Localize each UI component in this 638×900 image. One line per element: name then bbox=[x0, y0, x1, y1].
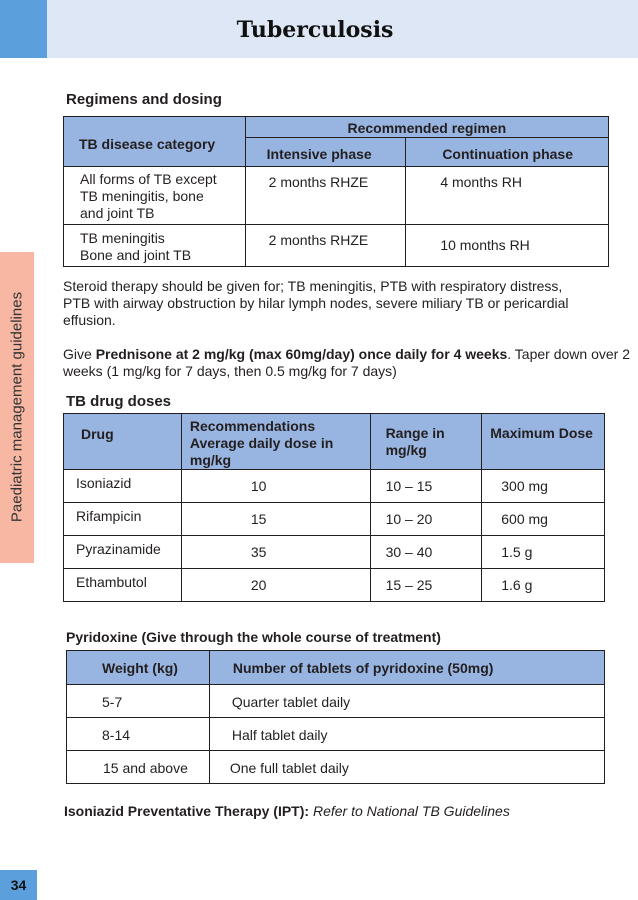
continuation-cell: 10 months RH bbox=[406, 225, 609, 267]
page-number: 34 bbox=[10, 877, 27, 893]
intensive-cell: 2 months RHZE bbox=[245, 167, 406, 225]
weight-cell: 5-7 bbox=[67, 685, 210, 718]
tablets-cell: One full tablet daily bbox=[209, 751, 604, 784]
page-title: Tuberculosis bbox=[236, 17, 394, 43]
drug-name-cell: Ethambutol bbox=[64, 569, 182, 602]
header-cell-intensive: Intensive phase bbox=[245, 138, 406, 167]
table-row bbox=[64, 167, 609, 225]
table-row bbox=[64, 503, 605, 536]
average-dose-cell: 15 bbox=[181, 503, 370, 536]
ipt-reference: Refer to National TB Guidelines bbox=[309, 803, 510, 819]
table-row bbox=[64, 470, 605, 503]
weight-cell: 8-14 bbox=[67, 718, 210, 751]
header-cell-continuation: Continuation phase bbox=[406, 138, 609, 167]
ipt-label: Isoniazid Preventative Therapy (IPT): bbox=[64, 803, 310, 819]
header-cell-category: TB disease category bbox=[64, 117, 246, 167]
prednisone-dose: Prednisone at 2 mg/kg (max 60mg/day) once daily for 4 weeks bbox=[95, 346, 508, 362]
header-cell-max: Maximum Dose bbox=[482, 414, 605, 470]
header-cell-drug: Drug bbox=[64, 414, 182, 470]
drug-doses-heading: TB drug doses bbox=[66, 393, 172, 410]
table-row bbox=[64, 536, 605, 569]
ipt-note bbox=[64, 803, 624, 820]
table-row bbox=[67, 685, 605, 718]
category-cell bbox=[64, 225, 246, 267]
range-cell: 30 – 40 bbox=[370, 536, 482, 569]
header-cell-range: Range in mg/kg bbox=[370, 414, 482, 470]
header-cell-recommended: Recommended regimen bbox=[245, 117, 608, 138]
average-dose-cell: 20 bbox=[181, 569, 370, 602]
table-row bbox=[64, 569, 605, 602]
category-cell: All forms of TB except TB meningitis, bone and joint TB bbox=[64, 167, 246, 225]
continuation-cell: 4 months RH bbox=[406, 167, 609, 225]
max-dose-cell: 600 mg bbox=[482, 503, 605, 536]
pyridoxine-table bbox=[66, 650, 605, 784]
category-line: TB meningitis bbox=[80, 230, 165, 246]
pyridoxine-heading: Pyridoxine (Give through the whole course of treatment) bbox=[66, 629, 441, 645]
max-dose-cell: 300 mg bbox=[482, 470, 605, 503]
prednisone-paragraph bbox=[63, 346, 633, 380]
average-dose-cell: 10 bbox=[181, 470, 370, 503]
intensive-cell: 2 months RHZE bbox=[245, 225, 406, 267]
drug-name-cell: Rifampicin bbox=[64, 503, 182, 536]
steroid-paragraph: Steroid therapy should be given for; TB meningitis, PTB with respiratory distress, PTB with airway obstruction by hilar lymph nodes, severe miliary TB or pericardial effusion. bbox=[63, 278, 569, 328]
table-row bbox=[64, 225, 609, 267]
category-line: Bone and joint TB bbox=[80, 247, 192, 263]
header-cell-tablets: Number of tablets of pyridoxine (50mg) bbox=[209, 651, 604, 685]
header-cell-weight: Weight (kg) bbox=[67, 651, 210, 685]
regimens-table bbox=[63, 116, 609, 267]
tablets-cell: Half tablet daily bbox=[209, 718, 604, 751]
table-row bbox=[67, 751, 605, 784]
weight-cell: 15 and above bbox=[67, 751, 210, 784]
drug-name-cell: Pyrazinamide bbox=[64, 536, 182, 569]
regimens-heading: Regimens and dosing bbox=[66, 91, 222, 108]
tablets-cell: Quarter tablet daily bbox=[209, 685, 604, 718]
drug-doses-table bbox=[63, 413, 605, 602]
average-dose-cell: 35 bbox=[181, 536, 370, 569]
header-cell-average: Recommendations Average daily dose in mg/kg bbox=[181, 414, 370, 470]
sidebar-label: Paediatric management guidelines bbox=[8, 291, 26, 523]
prednisone-prefix: Give bbox=[63, 346, 96, 362]
range-cell: 10 – 15 bbox=[370, 470, 482, 503]
drug-name-cell: Isoniazid bbox=[64, 470, 182, 503]
range-cell: 15 – 25 bbox=[370, 569, 482, 602]
range-cell: 10 – 20 bbox=[370, 503, 482, 536]
max-dose-cell: 1.5 g bbox=[482, 536, 605, 569]
prednisone-suffix: . Taper down over 2 weeks (1 mg/kg for 7 days, then 0.5 mg/kg for 7 days) bbox=[63, 346, 630, 379]
table-row bbox=[67, 718, 605, 751]
max-dose-cell: 1.6 g bbox=[482, 569, 605, 602]
